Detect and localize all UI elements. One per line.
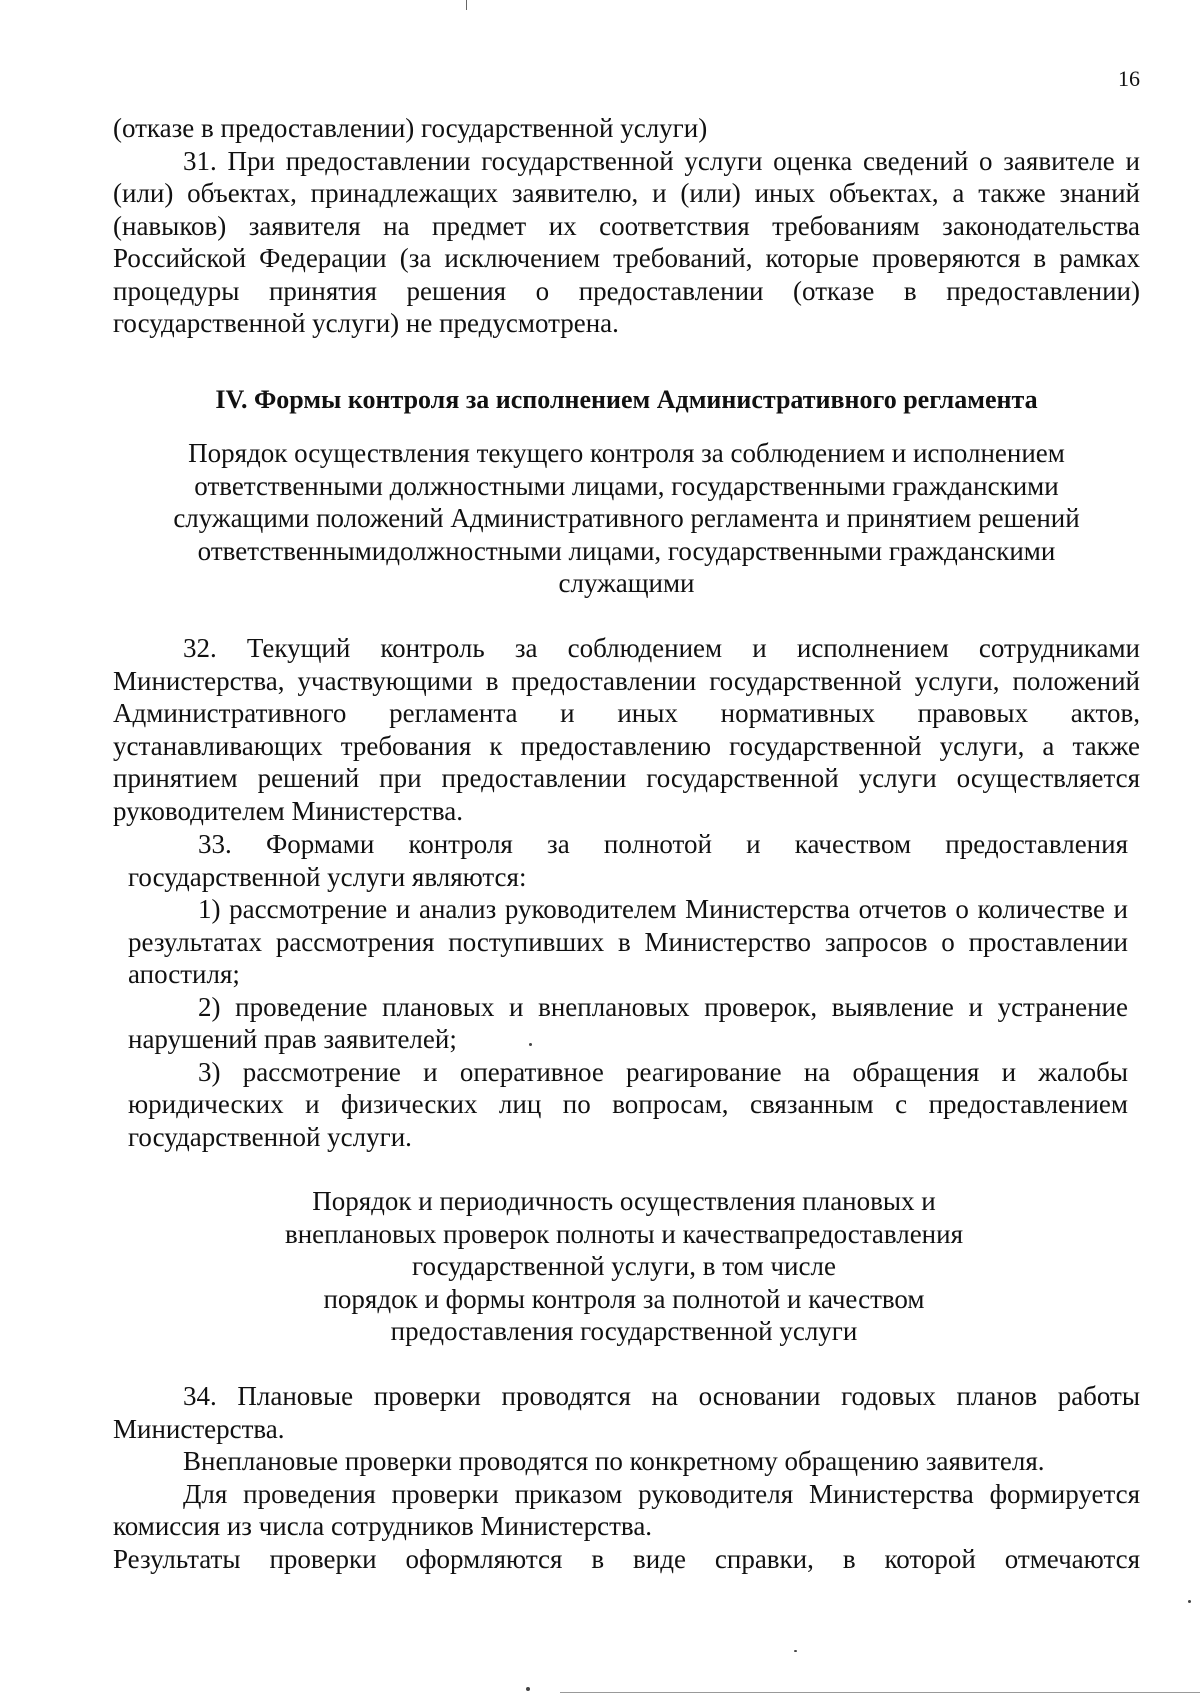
- paragraph-33-item-1: 1) рассмотрение и анализ руководителем Министерства отчетов о количестве и результатах рассмотрения поступивших в Министерство запросов о проставлении апостиля;: [128, 894, 1128, 989]
- scan-artifact: [529, 1043, 532, 1046]
- paragraph-34: 34. Плановые проверки проводятся на основании годовых планов работы Министерства.: [113, 1381, 1140, 1444]
- subheading-line: ответственными должностными лицами, государственными гражданскими: [194, 470, 1059, 501]
- subheading-line: предоставления государственной услуги: [390, 1316, 858, 1346]
- subheading-line: служащими положений Административного регламента и принятием решений: [173, 503, 1080, 533]
- paragraph-31-block: [113, 112, 1140, 340]
- paragraph-32: 32. Текущий контроль за соблюдением и исполнением сотрудниками Министерства, участвующими в предоставлении государственной услуги, положений Административного регламента и иных нормативных правовых актов, устанавливающих требования к предоставлению государственной услуги, а также принятием решений при предоставлении государственной услуги осуществляется руководителем Министерства.: [113, 633, 1140, 826]
- paragraph-31: 31. При предоставлении государственной услуги оценка сведений о заявителе и (или) объектах, принадлежащих заявителю, и (или) иных объектах, а также знаний (навыков) заявителя на предмет их соответствия требованиям законодательства Российской Федерации (за исключением требований, которые проверяются в рамках процедуры принятия решения о предоставлении (отказе в предоставлении) государственной услуги) не предусмотрена.: [113, 145, 1140, 338]
- section-heading: IV. Формы контроля за исполнением Административного регламента: [215, 385, 1038, 414]
- subheading-line: Порядок и периодичность осуществления плановых и: [312, 1186, 936, 1216]
- subheading-planned-inspections: [148, 1185, 1100, 1348]
- scan-artifact: [794, 1650, 797, 1652]
- paragraph-34-block: [113, 1380, 1140, 1575]
- subheading-line: Порядок осуществления текущего контроля за соблюдением и исполнением: [188, 438, 1065, 468]
- subheading-line: служащими: [558, 568, 695, 598]
- paragraph-34-c: Для проведения проверки приказом руководителя Министерства формируется комиссия из числа сотрудников Министерства.: [113, 1478, 1140, 1541]
- paragraph-33-item-3: 3) рассмотрение и оперативное реагирование на обращения и жалобы юридических и физических лиц по вопросам, связанным с предоставлением государственной услуги.: [128, 1056, 1128, 1152]
- paragraph-32-block: [113, 632, 1140, 827]
- page-number: 16: [1118, 66, 1140, 91]
- paragraph-33: 33. Формами контроля за полнотой и качеством предоставления государственной услуги являются:: [128, 829, 1128, 892]
- paragraph-31-tail: (отказе в предоставлении) государственной услуги): [113, 113, 708, 143]
- subheading-line: государственной услуги, в том числе: [412, 1251, 836, 1281]
- paragraph-33-item-2: 2) проведение плановых и внеплановых проверок, выявление и устранение нарушений прав заявителей;: [128, 991, 1128, 1054]
- subheading-current-control: [113, 437, 1140, 600]
- paragraph-34-b: Внеплановые проверки проводятся по конкретному обращению заявителя.: [183, 1446, 1045, 1476]
- scan-artifact: [466, 0, 467, 10]
- subheading-line: ответственнымидолжностными лицами, государственными гражданскими: [197, 535, 1056, 566]
- paragraph-34-d: Результаты проверки оформляются в виде справки, в которой отмечаются: [113, 1543, 1140, 1574]
- scan-artifact: [526, 1687, 530, 1691]
- subheading-line: внеплановых проверок полноты и качествапредоставления: [284, 1218, 964, 1249]
- paragraph-33-block: [128, 828, 1128, 1153]
- scan-artifact: [560, 1692, 1200, 1693]
- subheading-line: порядок и формы контроля за полнотой и качеством: [323, 1283, 925, 1314]
- scan-artifact: [1188, 1600, 1191, 1603]
